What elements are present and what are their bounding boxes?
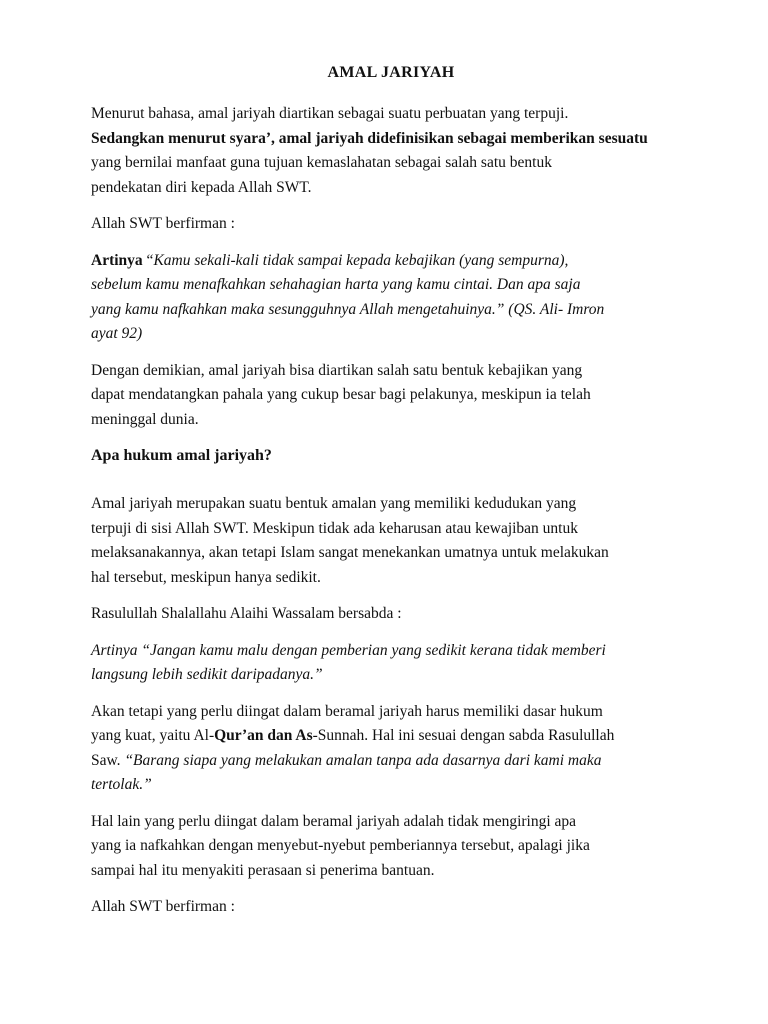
paragraph-hadith-quote: [91, 639, 691, 688]
paragraph-line: hal tersebut, meskipun hanya sedikit.: [91, 568, 321, 586]
text-segment: Saw.: [91, 751, 125, 769]
quote-line: tertolak.”: [91, 776, 152, 793]
paragraph-hukum: [91, 492, 691, 590]
quote-line: sebelum kamu menafkahkan sehahagian harta yang kamu cintai. Dan apa saja: [91, 276, 581, 293]
quote-text: Kamu sekali-kali tidak sampai kepada kebajikan (yang sempurna),: [153, 251, 569, 269]
paragraph-line: Menurut bahasa, amal jariyah diartikan sebagai suatu perbuatan yang terpuji.: [91, 105, 569, 122]
quote-line: yang kamu nafkahkan maka sesungguhnya Allah mengetahuinya.” (QS. Ali- Imron: [91, 300, 605, 318]
paragraph-definition: [91, 102, 691, 200]
document-body: [91, 64, 691, 932]
paragraph-allah-berfirman-2: [91, 895, 691, 920]
text-segment: -Sunnah. Hal ini sesuai dengan sabda Rasulullah: [312, 727, 615, 744]
paragraph-line: Akan tetapi yang perlu diingat dalam beramal jariyah harus memiliki dasar hukum: [91, 702, 603, 720]
paragraph-allah-berfirman: [91, 212, 691, 237]
paragraph-line: dapat mendatangkan pahala yang cukup besar bagi pelakunya, meskipun ia telah: [91, 386, 591, 403]
paragraph-line: Allah SWT berfirman :: [91, 898, 235, 915]
paragraph-line: Hal lain yang perlu diingat dalam beramal jariyah adalah tidak mengiringi apa: [91, 812, 577, 830]
paragraph-line: Amal jariyah merupakan suatu bentuk amalan yang memiliki kedudukan yang: [91, 495, 577, 512]
document-title: AMAL JARIYAH: [327, 64, 455, 81]
paragraph-line-bold: Sedangkan menurut syara’, amal jariyah didefinisikan sebagai memberikan sesuatu: [91, 129, 648, 147]
paragraph-conclusion: [91, 359, 691, 433]
paragraph-hal-lain: [91, 810, 691, 884]
text-segment-bold: Qur’an dan As: [214, 727, 313, 744]
quote-line: Artinya “Jangan kamu malu dengan pemberian yang sedikit kerana tidak memberi: [91, 641, 606, 659]
quote-line: ayat 92): [91, 325, 143, 342]
paragraph-line: meninggal dunia.: [91, 410, 199, 428]
paragraph-line: yang ia nafkahkan dengan menyebut-nyebut pemberiannya tersebut, apalagi jika: [91, 837, 590, 854]
open-quote: “: [142, 251, 154, 269]
quote-text: “Barang siapa yang melakukan amalan tanpa ada dasarnya dari kami maka: [124, 751, 602, 769]
text-segment: yang kuat, yaitu Al-: [91, 727, 215, 744]
paragraph-line: [91, 749, 691, 774]
paragraph-quran-quote: [91, 249, 691, 347]
spacer: [91, 468, 691, 492]
paragraph-line: Dengan demikian, amal jariyah bisa diartikan salah satu bentuk kebajikan yang: [91, 361, 583, 379]
paragraph-line: yang bernilai manfaat guna tujuan kemaslahatan sebagai salah satu bentuk: [91, 154, 552, 171]
paragraph-line: sampai hal itu menyakiti perasaan si penerima bantuan.: [91, 861, 435, 879]
artinya-label: Artinya: [91, 251, 143, 269]
paragraph-line: Rasulullah Shalallahu Alaihi Wassalam bersabda :: [91, 605, 402, 622]
quote-line: langsung lebih sedikit daripadanya.”: [91, 666, 323, 683]
paragraph-line: Allah SWT berfirman :: [91, 215, 235, 232]
paragraph-line: [91, 724, 691, 749]
paragraph-dasar-hukum: [91, 700, 691, 798]
paragraph-line: terpuji di sisi Allah SWT. Meskipun tidak ada keharusan atau kewajiban untuk: [91, 519, 578, 537]
paragraph-rasulullah-bersabda: [91, 602, 691, 627]
paragraph-line: melaksanakannya, akan tetapi Islam sangat menekankan umatnya untuk melakukan: [91, 544, 609, 561]
section-heading: Apa hukum amal jariyah?: [91, 447, 272, 464]
paragraph-line: [91, 249, 691, 274]
paragraph-line: pendekatan diri kepada Allah SWT.: [91, 178, 312, 196]
